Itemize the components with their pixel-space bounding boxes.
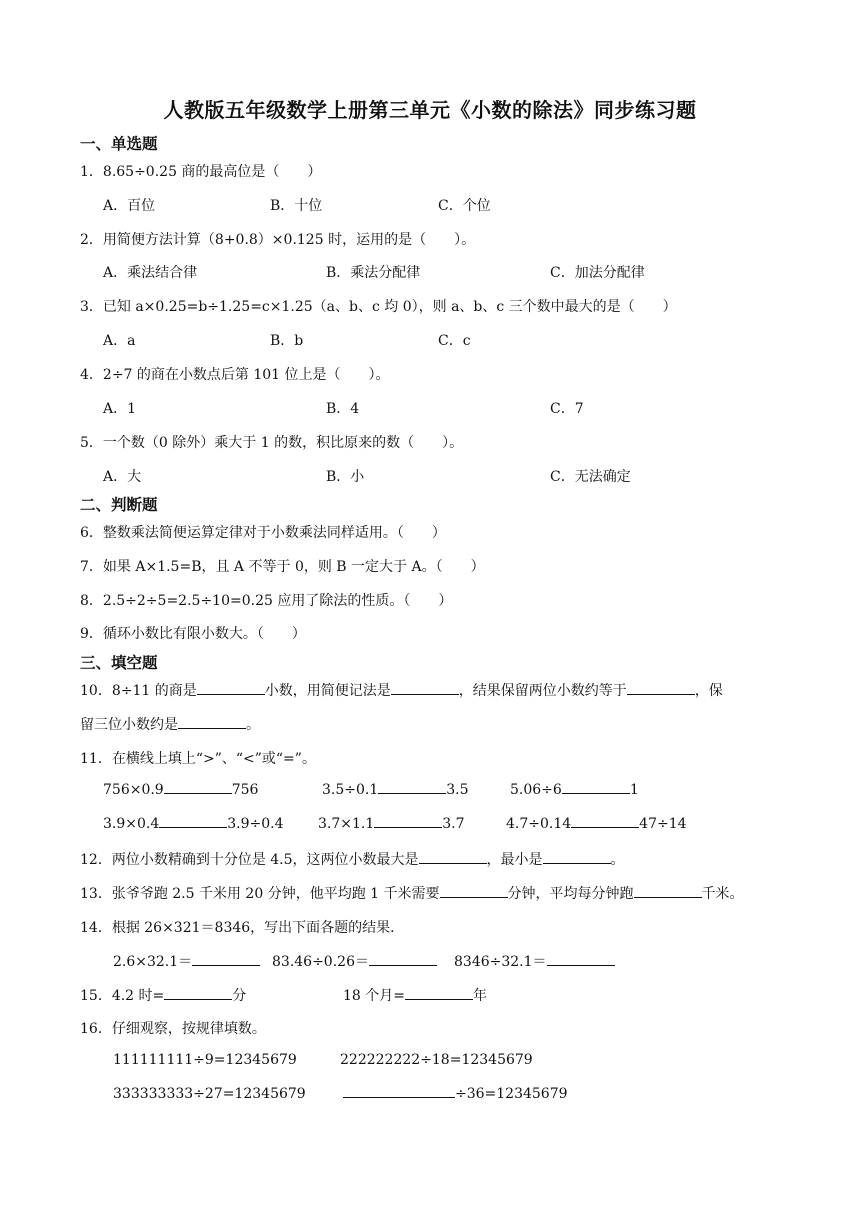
question-10-line-2 [80,714,260,734]
answer-blank[interactable] [164,792,232,794]
q3-option-b: B．b [270,333,304,349]
answer-blank[interactable] [369,964,437,966]
question-1: 1．8.65÷0.25 商的最高位是（ ） [80,164,322,180]
q10-text-1: 10．8÷11 的商是 [80,683,197,699]
question-10-line-1 [80,680,723,700]
question-13: 13．张爷爷跑 2.5 千米用 20 分钟，他平均跑 1 千米需要 分钟，平均每分钟跑 千米。 [80,886,744,902]
q16-equation: 333333333÷27=12345679 [113,1086,306,1102]
q14-item: 83.46÷0.26＝ [272,951,437,971]
question-15-part-1: 15．4.2 时= 分 [80,988,247,1004]
q10-text-6: 。 [246,717,260,733]
answer-blank[interactable] [634,896,702,898]
question-8: 8．2.5÷2÷5=2.5÷10=0.25 应用了除法的性质。（ ） [80,593,453,609]
q10-text-4: ，保 [694,683,723,699]
q5-option-b: B．小 [326,469,365,485]
question-3: 3．已知 a×0.25=b÷1.25=c×1.25（a、b、c 均 0），则 a、b、c 三个数中最大的是（ ） [80,299,677,315]
q4-option-a: A．1 [103,401,137,417]
answer-blank[interactable] [627,693,695,695]
q11-compare-item: 5.06÷6 1 [510,782,639,798]
question-11: 11．在横线上填上“>”、“<”或“=”。 [80,751,316,767]
q10-text-2: 小数，用简便记法是 [264,683,391,699]
answer-blank[interactable] [159,826,227,828]
q16-equation: 222222222÷18=12345679 [340,1052,533,1068]
answer-blank[interactable] [562,792,630,794]
answer-blank[interactable] [164,998,232,1000]
answer-blank[interactable] [178,727,246,729]
q16-equation-blank: ÷36=12345679 [343,1086,568,1102]
q10-text-5: 留三位小数约是 [80,717,178,733]
answer-blank[interactable] [405,998,473,1000]
question-9: 9．循环小数比有限小数大。（ ） [80,626,306,642]
q11-compare-item: 4.7÷0.14 47÷14 [506,816,687,832]
question-15-part-2: 18 个月= 年 [343,988,487,1004]
answer-blank[interactable] [543,862,611,864]
section-heading-single-choice: 一、单选题 [80,135,158,153]
question-6: 6．整数乘法简便运算定律对于小数乘法同样适用。（ ） [80,525,446,541]
q14-item: 2.6×32.1＝ [113,951,260,971]
q11-compare-item: 756×0.9 756 [103,782,259,798]
q3-option-a: A．a [103,333,136,349]
q1-option-b: B．十位 [270,198,323,214]
answer-blank[interactable] [343,1096,455,1098]
q2-option-c: C．加法分配律 [550,265,645,281]
q5-option-a: A．大 [103,469,142,485]
question-14: 14．根据 26×321＝8346，写出下面各题的结果． [80,920,405,936]
q14-item: 8346÷32.1＝ [454,951,615,971]
question-7: 7．如果 A×1.5=B，且 A 不等于 0，则 B 一定大于 A。（ ） [80,559,485,575]
answer-blank[interactable] [391,693,459,695]
section-heading-true-false: 二、判断题 [80,496,158,514]
q10-text-3: ，结果保留两位小数约等于 [458,683,627,699]
answer-blank[interactable] [547,964,615,966]
q4-option-c: C．7 [550,401,584,417]
q5-option-c: C．无法确定 [550,469,631,485]
q11-compare-item: 3.5÷0.1 3.5 [322,782,469,798]
answer-blank[interactable] [571,826,639,828]
answer-blank[interactable] [440,896,508,898]
answer-blank[interactable] [197,693,265,695]
q3-option-c: C．c [438,333,471,349]
q16-equation: 111111111÷9=12345679 [113,1052,297,1068]
q2-option-a: A．乘法结合律 [103,265,198,281]
section-heading-fill-in: 三、填空题 [80,654,158,672]
question-12: 12．两位小数精确到十分位是 4.5，这两位小数最大是 ，最小是 。 [80,852,625,868]
q1-option-a: A．百位 [103,198,156,214]
question-5: 5．一个数（0 除外）乘大于 1 的数，积比原来的数（ ）。 [80,435,464,451]
page-title: 人教版五年级数学上册第三单元《小数的除法》同步练习题 [163,98,697,122]
answer-blank[interactable] [374,826,442,828]
question-2: 2．用简便方法计算（8+0.8）×0.125 时，运用的是（ ）。 [80,232,476,248]
answer-blank[interactable] [419,862,487,864]
q11-compare-item: 3.9×0.4 3.9÷0.4 [103,816,284,832]
q4-option-b: B．4 [326,401,360,417]
question-16: 16．仔细观察，按规律填数。 [80,1021,266,1037]
q1-option-c: C．个位 [438,198,491,214]
q11-compare-item: 3.7×1.1 3.7 [318,816,465,832]
answer-blank[interactable] [192,964,260,966]
q2-option-b: B．乘法分配律 [326,265,421,281]
question-4: 4．2÷7 的商在小数点后第 101 位上是（ ）。 [80,367,390,383]
answer-blank[interactable] [378,792,446,794]
